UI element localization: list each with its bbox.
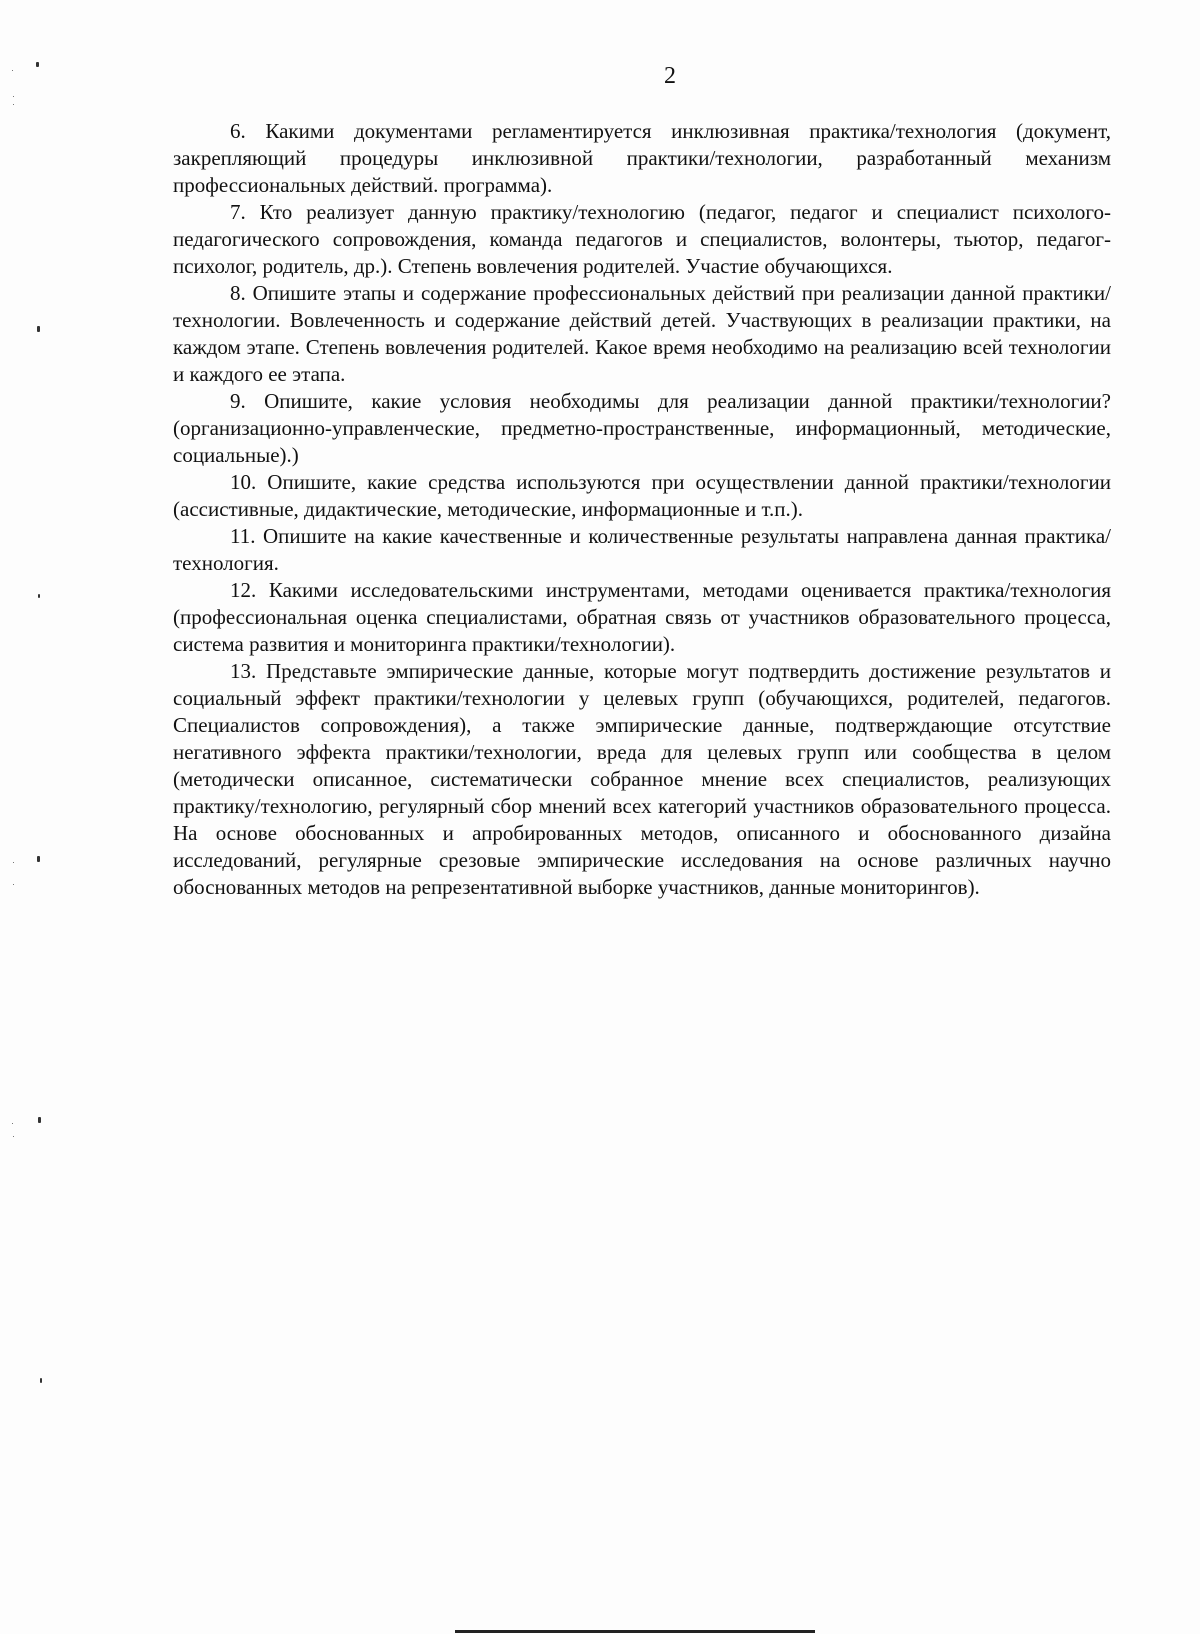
list-item: 10. Опишите, какие средства используются при осуществлении данной практики/технологии (ассистивные, дидактические, методические, информационные и т.п.).	[173, 470, 1111, 521]
bottom-edge-line	[455, 1630, 815, 1633]
scan-dot	[13, 862, 14, 863]
scan-mark	[38, 594, 40, 598]
list-item: 7. Кто реализует данную практику/технологию (педагог, педагог и специалист психолого-педагогического сопровождения, команда педагогов и специалистов, волонтеры, тьютор, педагог-психолог, родитель, др.). Степень вовлечения родителей. Участие обучающихся.	[173, 200, 1111, 278]
scan-mark	[37, 326, 40, 332]
list-item: 12. Какими исследовательскими инструментами, методами оценивается практика/технология (профессиональная оценка специалистами, обратная связь от участников образовательного процесса, система развития и мониторинга практики/технологии).	[173, 578, 1111, 656]
scan-mark	[40, 1378, 42, 1383]
list-item: 13. Представьте эмпирические данные, которые могут подтвердить достижение результатов и социальный эффект практики/технологии у целевых групп (обучающихся, родителей, педагогов. Специалистов сопровождения), а также эмпирические данные, подтверждающие отсутствие негативного эффекта практики/технологии, вреда для целевых групп или сообщества в целом (методически описанное, систематически собранное мнение всех специалистов, реализующих практику/технологию, регулярный сбор мнений всех категорий участников образовательного процесса. На основе обоснованных и апробированных методов, описанного и обоснованного дизайна исследований, регулярные срезовые эмпирические исследования на основе различных научно обоснованных методов на репрезентативной выборке участников, данные мониторингов).	[173, 659, 1111, 899]
document-body	[173, 118, 1111, 901]
scan-dot	[13, 96, 14, 97]
scan-dot	[13, 884, 14, 885]
scan-mark	[37, 856, 40, 862]
scan-dot	[13, 104, 14, 105]
list-item: 8. Опишите этапы и содержание профессиональных действий при реализации данной практики/технологии. Вовлеченность и содержание действий детей. Участвующих в реализации практики, на каждом этапе. Степень вовлечения родителей. Какое время необходимо на реализацию всей технологии и каждого ее этапа.	[173, 281, 1111, 386]
list-item: 9. Опишите, какие условия необходимы для реализации данной практики/технологии? (организационно-управленческие, предметно-пространственные, информационный, методические, социальные).)	[173, 389, 1111, 467]
list-item: 11. Опишите на какие качественные и количественные результаты направлена данная практика/технология.	[173, 524, 1111, 575]
scan-dot	[12, 1123, 13, 1124]
scan-dot	[13, 1136, 14, 1137]
scan-mark	[38, 1117, 41, 1123]
page-number: 2	[664, 63, 676, 89]
list-item: 6. Какими документами регламентируется инклюзивная практика/технология (документ, закрепляющий процедуры инклюзивной практики/технологии, разработанный механизм профессиональных действий. программа).	[173, 119, 1111, 197]
